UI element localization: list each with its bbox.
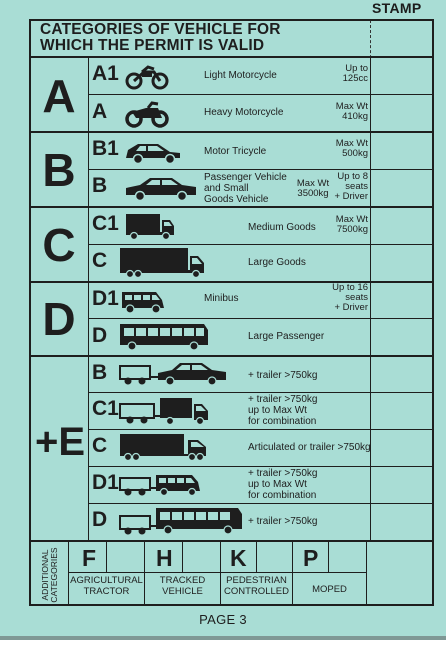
limit-line: Max Wt bbox=[335, 101, 368, 112]
additional-divider bbox=[182, 540, 183, 572]
group-letter-a: A bbox=[42, 70, 76, 122]
car-icon bbox=[124, 175, 198, 201]
row-code: A bbox=[92, 100, 108, 123]
description-line: and Small bbox=[204, 183, 249, 194]
limit-line: + Driver bbox=[334, 302, 368, 313]
limit-line: seats bbox=[345, 292, 368, 303]
divider-c-d bbox=[29, 281, 434, 283]
name-line: TRACTOR bbox=[83, 586, 130, 597]
name-line: AGRICULTURAL bbox=[70, 575, 143, 586]
minibus-icon bbox=[120, 288, 166, 314]
limit-line: Max Wt bbox=[335, 138, 368, 149]
name-line: TRACKED bbox=[159, 575, 206, 586]
row-limit bbox=[318, 139, 368, 159]
description-line: for combination bbox=[248, 416, 317, 427]
label-line: CATEGORIES bbox=[49, 547, 59, 603]
name-line: VEHICLE bbox=[162, 586, 203, 597]
additional-code-k: K bbox=[230, 545, 247, 571]
row-description: Large Passenger bbox=[248, 331, 325, 342]
divider-a-b bbox=[29, 131, 434, 133]
description-line: + trailer >750kg bbox=[248, 394, 318, 405]
coach-with-trailer-icon bbox=[118, 504, 246, 536]
description-line: + trailer >750kg bbox=[248, 468, 318, 479]
description-line: Goods Vehicle bbox=[204, 194, 269, 205]
row-divider bbox=[88, 466, 434, 467]
row-limit bbox=[322, 172, 368, 202]
description-line: up to Max Wt bbox=[248, 479, 307, 490]
heavy-motorcycle-icon bbox=[124, 100, 170, 128]
additional-divider bbox=[292, 540, 293, 606]
tricycle-car-icon bbox=[124, 140, 182, 164]
weight-line: Max Wt bbox=[296, 178, 330, 189]
page-title bbox=[40, 22, 370, 54]
row-divider bbox=[88, 169, 434, 170]
row-description bbox=[248, 468, 318, 501]
row-code: B bbox=[92, 361, 108, 384]
additional-code-p: P bbox=[303, 545, 319, 571]
row-divider bbox=[88, 244, 434, 245]
group-column-line bbox=[88, 56, 89, 540]
additional-divider bbox=[106, 540, 107, 572]
limit-line: 500kg bbox=[342, 148, 368, 159]
group-letter-b: B bbox=[42, 144, 76, 196]
articulated-lorry-icon bbox=[118, 432, 212, 462]
row-divider bbox=[88, 94, 434, 95]
limit-line: Up to bbox=[345, 63, 368, 74]
row-code: C bbox=[92, 434, 108, 457]
minibus-with-trailer-icon bbox=[118, 472, 204, 498]
row-description: Heavy Motorcycle bbox=[204, 107, 284, 118]
additional-name-f bbox=[69, 575, 144, 597]
additional-divider bbox=[256, 540, 257, 572]
medium-truck-icon bbox=[124, 212, 176, 240]
limit-line: 7500kg bbox=[336, 224, 368, 235]
row-code: D bbox=[92, 508, 108, 531]
row-code: C1 bbox=[92, 397, 119, 420]
row-description bbox=[248, 394, 318, 427]
row-code: C bbox=[92, 249, 108, 272]
limit-line: Up to 8 bbox=[337, 171, 368, 182]
stamp-column-line bbox=[370, 56, 371, 540]
limit-line: 125cc bbox=[342, 73, 368, 84]
divider-b-c bbox=[29, 206, 434, 208]
row-code: D bbox=[92, 324, 108, 347]
row-limit bbox=[318, 102, 368, 122]
row-description: Motor Tricycle bbox=[204, 146, 267, 157]
weight-line: 3500kg bbox=[297, 188, 329, 199]
car-with-trailer-icon bbox=[118, 360, 230, 386]
row-description: + trailer >750kg bbox=[248, 516, 318, 527]
additional-name-k bbox=[221, 575, 292, 597]
row-description bbox=[204, 172, 287, 205]
limit-line: 410kg bbox=[342, 111, 368, 122]
large-truck-icon bbox=[118, 246, 206, 278]
row-divider bbox=[88, 392, 434, 393]
additional-code-f: F bbox=[82, 545, 97, 571]
group-letter-c: C bbox=[42, 219, 76, 271]
row-description: Light Motorcycle bbox=[204, 70, 277, 81]
additional-name-h bbox=[145, 575, 220, 597]
divider-title bbox=[29, 56, 434, 58]
row-description: + trailer >750kg bbox=[248, 370, 318, 381]
limit-line: Max Wt bbox=[335, 214, 368, 225]
description-line: Passenger Vehicle bbox=[204, 172, 287, 183]
row-description: Large Goods bbox=[248, 257, 306, 268]
row-description: Minibus bbox=[204, 293, 239, 304]
row-limit bbox=[318, 215, 368, 235]
divider-d-e bbox=[29, 355, 434, 357]
title-line-2: WHICH THE PERMIT IS VALID bbox=[40, 37, 265, 54]
stamp-label: STAMP bbox=[372, 0, 422, 16]
group-letter-e: +E bbox=[34, 420, 86, 464]
limit-line: seats bbox=[345, 181, 368, 192]
title-line-1: CATEGORIES OF VEHICLE FOR bbox=[40, 21, 281, 38]
additional-categories-label bbox=[34, 542, 66, 606]
row-description: Articulated or trailer >750kg bbox=[248, 442, 371, 453]
name-line: MOPED bbox=[312, 584, 347, 595]
row-code: B1 bbox=[92, 137, 119, 160]
label-line: ADDITIONAL bbox=[40, 549, 50, 601]
limit-line: + Driver bbox=[334, 191, 368, 202]
light-motorcycle-icon bbox=[124, 62, 170, 90]
limit-line: Up to 16 bbox=[332, 282, 368, 293]
group-letter-d: D bbox=[42, 293, 76, 345]
page-bottom-edge bbox=[0, 636, 446, 640]
row-limit bbox=[318, 283, 368, 313]
row-divider bbox=[88, 429, 434, 430]
description-line: for combination bbox=[248, 490, 317, 501]
coach-icon bbox=[118, 320, 210, 352]
additional-code-h: H bbox=[156, 545, 173, 571]
row-code: D1 bbox=[92, 287, 119, 310]
row-description: Medium Goods bbox=[248, 222, 316, 233]
additional-row-divider bbox=[68, 572, 366, 573]
page-number: PAGE 3 bbox=[199, 612, 247, 627]
row-limit bbox=[318, 64, 368, 84]
row-code: D1 bbox=[92, 471, 119, 494]
name-line: PEDESTRIAN bbox=[226, 575, 287, 586]
row-code: C1 bbox=[92, 212, 119, 235]
additional-divider bbox=[366, 540, 367, 606]
divider-e-additional bbox=[29, 540, 434, 542]
row-divider bbox=[88, 318, 434, 319]
description-line: up to Max Wt bbox=[248, 405, 307, 416]
name-line: CONTROLLED bbox=[224, 586, 289, 597]
additional-name-p bbox=[293, 584, 366, 595]
row-code: A1 bbox=[92, 62, 119, 85]
row-code: B bbox=[92, 174, 108, 197]
truck-with-trailer-icon bbox=[118, 396, 212, 426]
additional-divider bbox=[328, 540, 329, 572]
